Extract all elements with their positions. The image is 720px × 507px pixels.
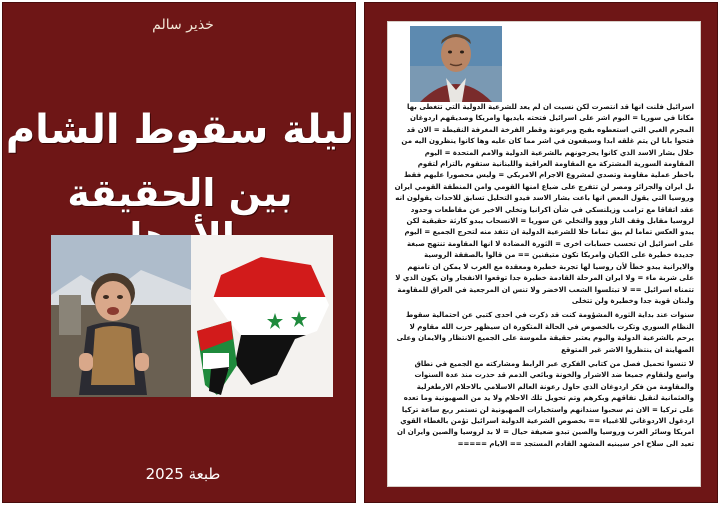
blurb-paragraph-3: لا تنسوا تحميل فصل من كتابي الفكري عبر الرابط ومشاركته مع الجميع في نطاق واسع ولنقاوم جميعا ضد الاشرار والخونة وبائعي الذمم قد حذرت منذ عدة السنوات والمقاومة من فكر اردوغان الذي حاول رعونة العالم الاسلامي بالاحلام الارطغرلية والعثمانية لنقيل نفاقهم وبكرهم وتم تحويل تلك الاحلام ولا يد من الصهيونية وما تعده على تركيا = الان تم سحبوا سندانهم واستخبارات الصهيونية لن تستمر ربع ساعة تركيا اردغول الاردوغاني للاغبياء == بخصوص الشرعية الدولية اسرائيل تؤمن بالغطاء القوي امريكا وسائر الغرب وروسيا والصين تبدو ضعيفة حيال = لا بد لروسيا والصين وايران ان تعيد الى سلاح اخر سيبنيه المشهد القادم المستجد == الايام ===== <box>397 359 694 448</box>
syria-map-flag <box>191 235 333 397</box>
back-cover <box>364 2 718 503</box>
back-text-panel <box>387 21 701 487</box>
blurb-paragraph-2: سنوات عند بداية الثورة المشؤومة كنت قد ذكرت في احدى كتبي عن احتمالية سقوط النظام السوري وتكرت بالخصوص في الحالة المتكورة ان سيظهر حزب الله مقاوم لا يرحم بالشرعية الدولية واليوم يعتبر حقيقة ملموسة على الجميع الانتظار والايمان وعلى الصهاينة ان ينتظروا الاشر غير المتوقع <box>396 311 694 354</box>
back-cover-blurb <box>394 102 694 480</box>
book-title-line1: ليلة سقوط الشام <box>5 107 355 153</box>
author-name: خذير سالم <box>152 17 214 33</box>
book-title-line2: بين الحقيقة <box>67 171 293 215</box>
map-illustration <box>191 235 333 397</box>
edition-label: طبعة 2025 <box>145 465 221 483</box>
author-photo <box>410 26 502 102</box>
child-photo <box>51 235 191 397</box>
author-portrait <box>410 26 502 102</box>
front-cover <box>2 2 356 503</box>
blurb-paragraph-1: اسرائيل فلنت انها قد انتصرت لكن نسيت ان لم يعد للشرعية الدولية التي تتغطى بها مكانا في سوريا = اليوم اشر على اسرائيل فتحته بايديها وامريكا وصديقهم اردوغان المجرم الغبي التي استعطوه بفيح وبرعونة وقطر الفرخة المغرفة النقيطة = الان قد فتحوا بابا لن يتم غلقه ابدا وسيقعون في اشر مما كان عليه وها كانوا ينظرون اليه من خلال بشار الاسد الذي كانوا يحرجونهم بالشرعية الدولية والامم المتحدة = اليوم المقاومة السورية المشتركة مع المقاومة العراقية واللبنانية ستقوم بالتزام لتقوم باخطر عملية مقاومة وتصدي لمشروع الاجرام الامريكي = وليس محصورا عليهم فقط بل ايران والجزائر ومصر لن تتفرج على ضياع امنها القومي وامن المنطقة القومي ايران وروسيا التي يقول البعض انها باعت بشار الاسد فيدو التحليل تسابق للاحداث يقولون انه عقد اتفاقا مع ترامب وزيلنسكي في شأن اكرانيا وتخلي الاخير عن مقاطعات وحدود لروسيا مقابل وقف النار ووو والتخلي عن سوريا = الانسحاب يبدو كارثة حقيقية لكن يبدو العكس تماما لم يبق تماما حلا للشرعية الدولية ان تتفذ منه لتحرج الجميع = اليوم على اسرائيل ان تحسب حسابات اخرى = الثورة المضادة لا انها المقاومة تنتهج صبغة جديدة خطيرة على الكيان وامريكا تكون متيقنين == من قالوا بالصفقة الروسية والايرانية يبدو خطأ لأن روسيا لها تجربة خطيرة ومعقدة مع الغرب لا يمكن ان تامنهم على شربة ماء = ولا ايران المرحلة القادمة خطيرة جدا توقعوا الانفجار وان يكون الذي لا تتمناه اسرائيل == لا تبتلسوا الشعب الاخضر ولا تنس ان المرجعية في العراق للمقاومة ولبنان قوية جدا وخطيرة ولن تتخلى <box>394 103 694 305</box>
child-illustration <box>51 235 191 397</box>
